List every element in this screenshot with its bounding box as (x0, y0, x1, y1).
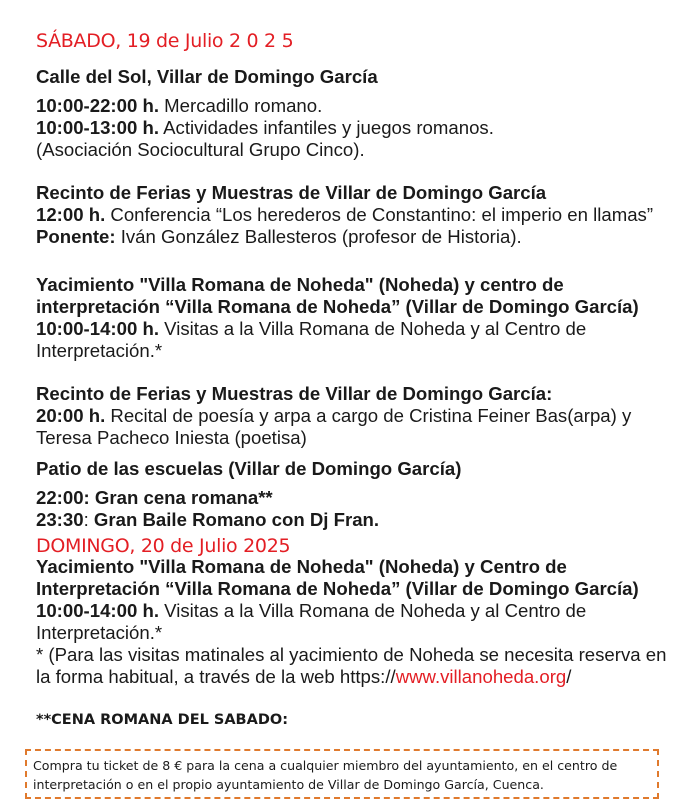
time: 10:00-14:00 h. (36, 318, 159, 339)
saturday-section-recinto-conferencia (36, 182, 676, 248)
time: 20:00 h. (36, 405, 106, 426)
event: 22:00: Gran cena romana** (36, 487, 273, 508)
website-link[interactable]: www.villanoheda.org (395, 666, 567, 687)
description: Recital de poesía y arpa a cargo de Cristina Feiner Bas(arpa) y Teresa Pacheco Iniesta (poetisa) (36, 405, 632, 448)
speaker-name: Iván González Ballesteros (profesor de Historia). (115, 226, 522, 247)
saturday-section-recital (36, 383, 676, 449)
time: 10:00-14:00 h. (36, 600, 159, 621)
sunday-section-yacimiento (36, 556, 676, 688)
description: Visitas a la Villa Romana de Noheda y al Centro de Interpretación.* (36, 600, 587, 643)
separator: : (83, 509, 94, 530)
sunday-date-label: DOMINGO, 20 de Julio 2025 (36, 535, 291, 557)
section-heading: Recinto de Ferias y Muestras de Villar de Domingo García (36, 182, 547, 203)
schedule-line (36, 487, 676, 509)
saturday-section-patio (36, 458, 676, 531)
section-heading: Recinto de Ferias y Muestras de Villar de Domingo García: (36, 383, 553, 404)
description: Actividades infantiles y juegos romanos. (159, 117, 494, 138)
saturday-section-calle-del-sol (36, 66, 676, 161)
note-text: * (Para las visitas matinales al yacimiento de Noheda se necesita reserva en la forma habitual, a través de la web https:// (36, 644, 667, 687)
description: Visitas a la Villa Romana de Noheda y al Centro de Interpretación.* (36, 318, 587, 361)
section-heading: Yacimiento "Villa Romana de Noheda" (Noheda) y Centro de Interpretación “Villa Romana de Noheda” (Villar de Domingo García) (36, 556, 639, 599)
speaker-line (36, 226, 676, 248)
reservation-note (36, 644, 676, 688)
schedule-line (36, 509, 676, 531)
section-heading: Patio de las escuelas (Villar de Domingo García) (36, 458, 462, 479)
description: Mercadillo romano. (159, 95, 323, 116)
ticket-info-box (25, 749, 659, 799)
schedule-line (36, 95, 676, 117)
speaker-label: Ponente: (36, 226, 116, 247)
time: 23:30 (36, 509, 84, 530)
time: 12:00 h. (36, 204, 106, 225)
section-heading: Calle del Sol, Villar de Domingo García (36, 66, 378, 87)
section-heading: Yacimiento "Villa Romana de Noheda" (Noheda) y centro de interpretación “Villa Romana de Noheda” (Villar de Domingo García) (36, 274, 639, 317)
schedule-line (36, 600, 676, 644)
description: Conferencia “Los herederos de Constantino: el imperio en llamas” (105, 204, 654, 225)
ticket-info-text: Compra tu ticket de 8 € para la cena a cualquier miembro del ayuntamiento, en el centro de interpretación o en el propio ayuntamiento de Villar de Domingo García, Cuenca. (33, 758, 618, 792)
note-end: / (566, 666, 572, 687)
schedule-line (36, 117, 676, 139)
schedule-line (36, 405, 676, 449)
description: (Asociación Sociocultural Grupo Cinco). (36, 139, 365, 160)
saturday-section-yacimiento (36, 274, 676, 362)
time: 10:00-13:00 h. (36, 117, 159, 138)
schedule-line (36, 318, 676, 362)
schedule-line (36, 139, 676, 161)
cena-romana-title: **CENA ROMANA DEL SABADO: (36, 712, 288, 728)
event: Gran Baile Romano con Dj Fran. (93, 509, 380, 530)
time: 10:00-22:00 h. (36, 95, 159, 116)
schedule-line (36, 204, 676, 226)
saturday-date-label: SÁBADO, 19 de Julio 2 0 2 5 (36, 30, 294, 52)
